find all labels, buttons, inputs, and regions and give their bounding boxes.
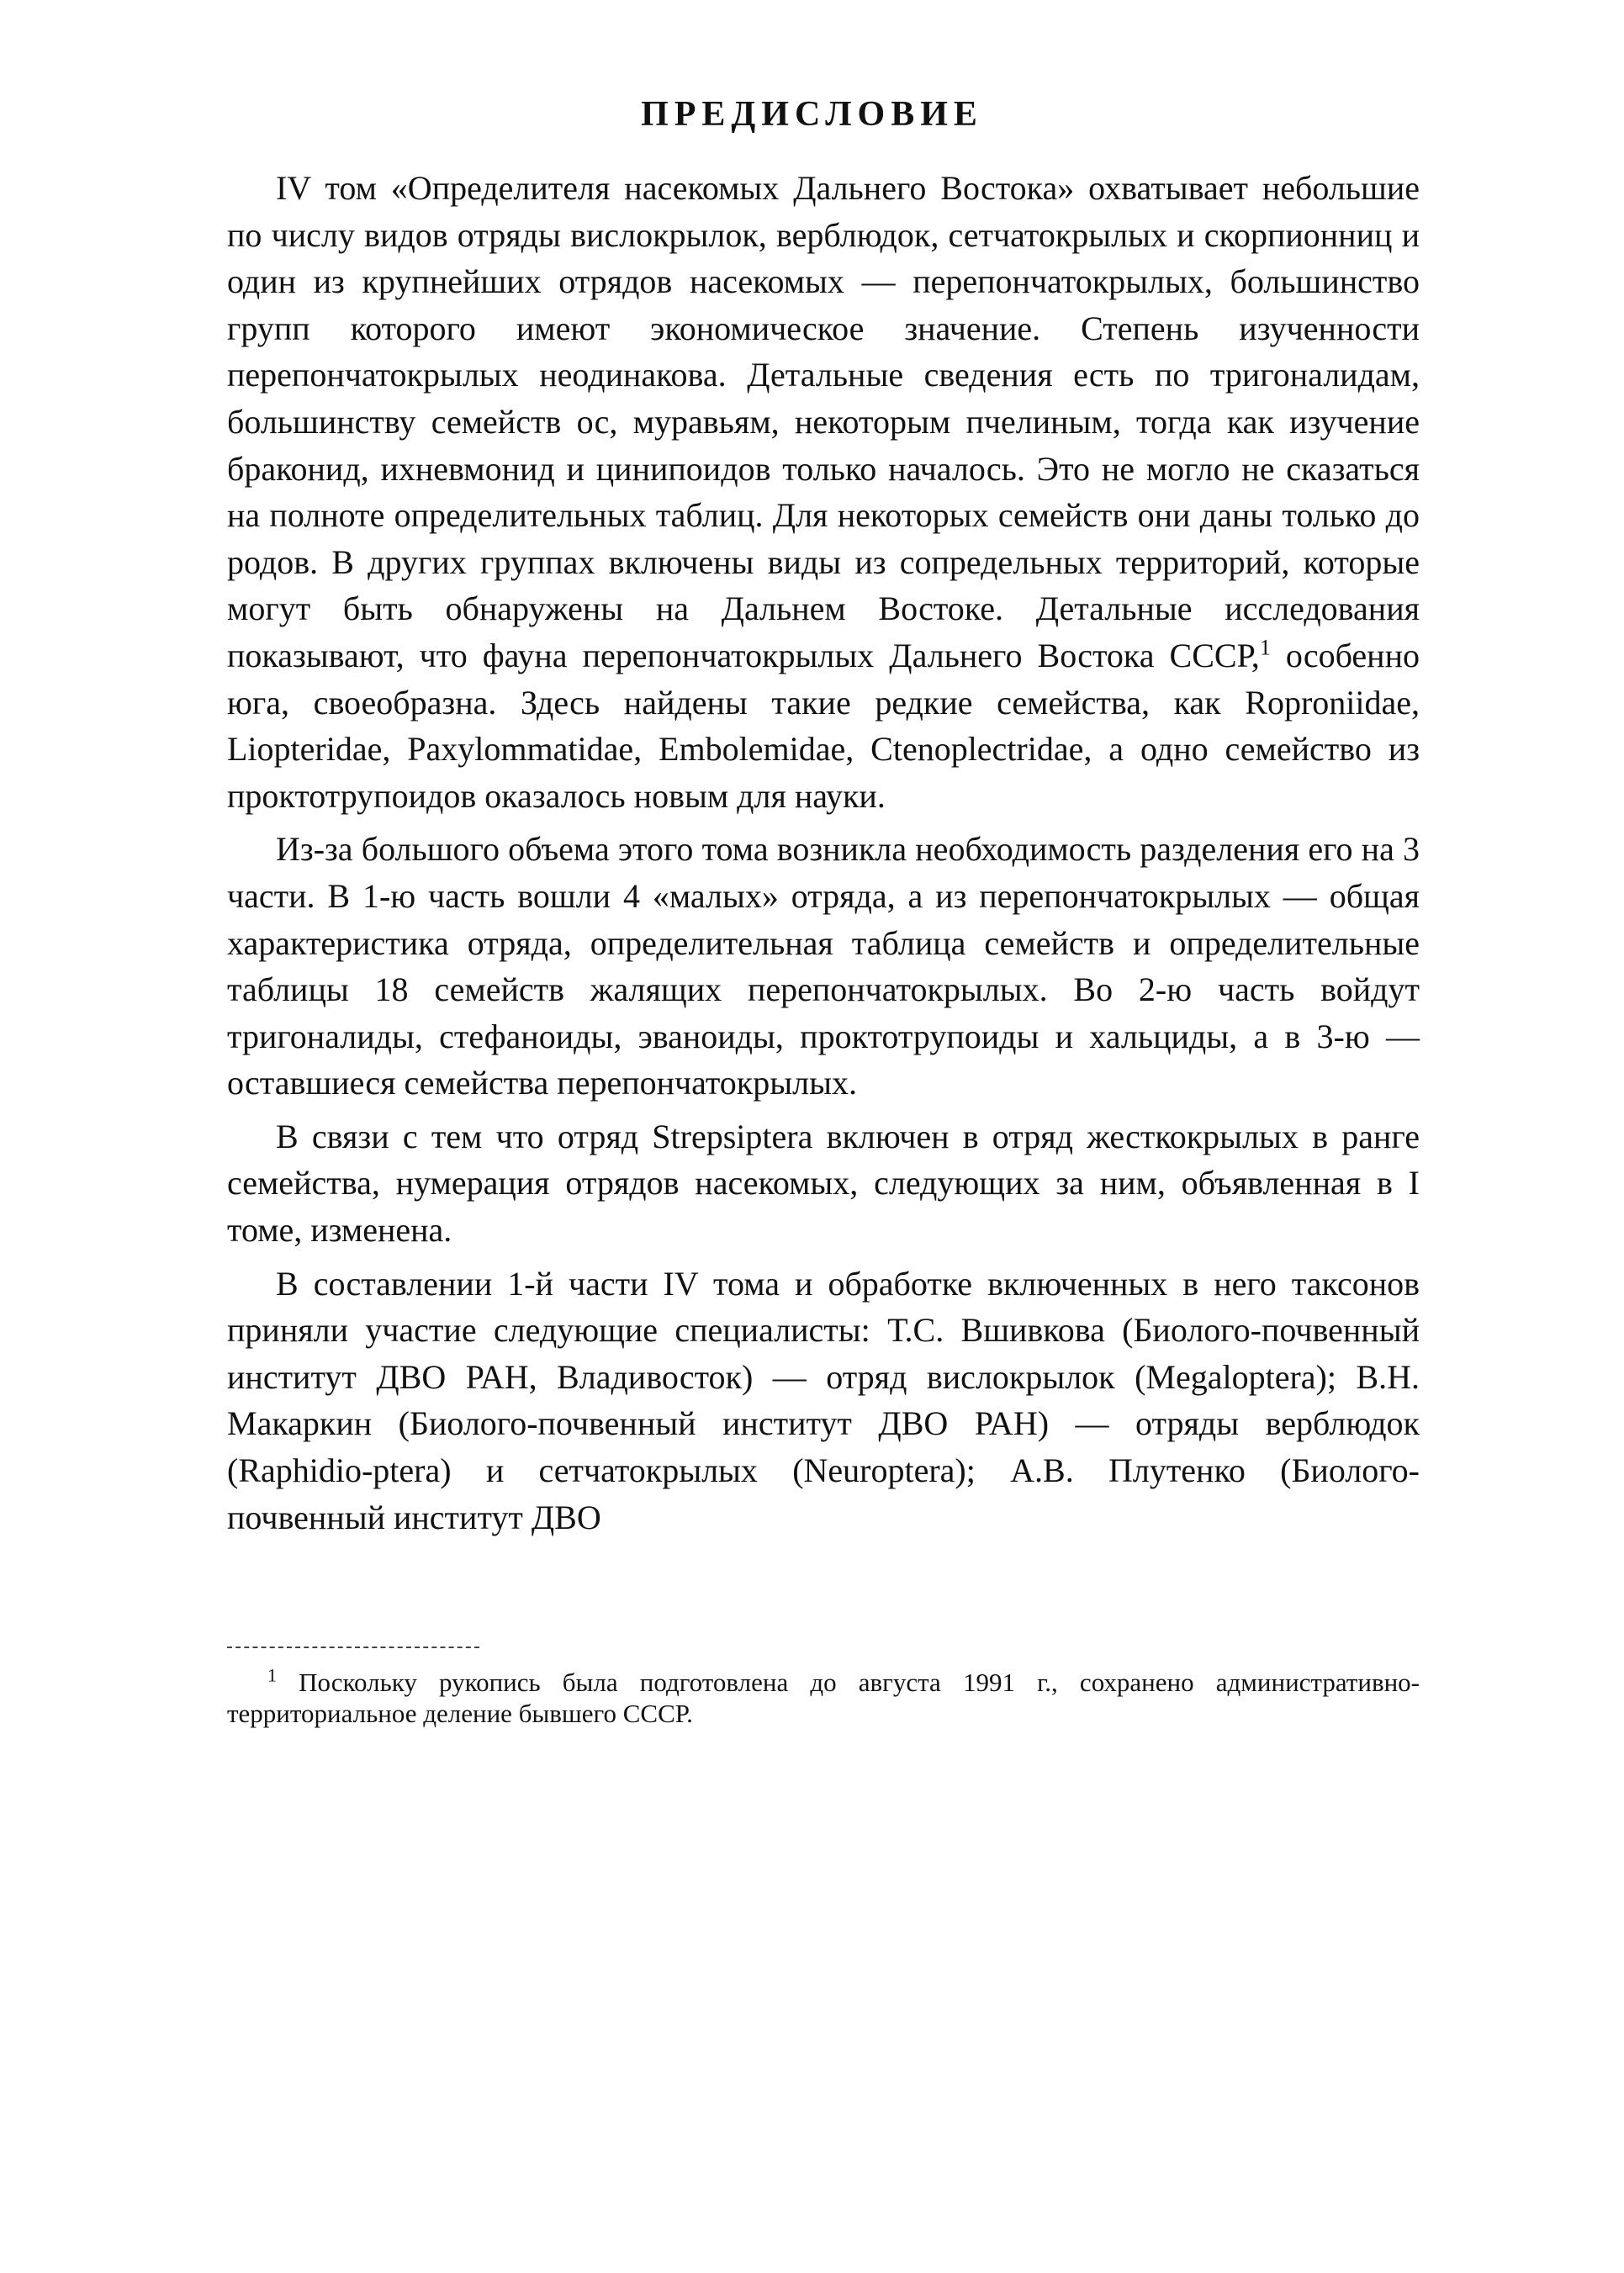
paragraph-text: особенно юга, своеобразна. Здесь найдены такие редкие семейства, как Roproniidae, Liopteridae, Paxylommatidae, Embolemidae, Ctenoplectridae, а одно семейство из проктотрупоидов оказалось новым для науки. [227,636,1420,815]
paragraph [227,165,1420,819]
paragraph: В связи с тем что отряд Strepsiptera включен в отряд жесткокрылых в ранге семейства, нумерация отрядов насекомых, следующих за ним, объявленная в I томе, изменена. [227,1117,1420,1250]
paragraph: В составлении 1-й части IV тома и обработке включенных в него таксонов приняли участие следующие специалисты: Т.С. Вшивкова (Биолого-почвенный институт ДВО РАН, Владивосток) — отряд вислокрылок (Megaloptera); В.Н. Макаркин (Биолого-почвенный институт ДВО РАН) — отряды верблюдок (Raphidio-ptera) и сетчатокрылых (Neuroptera); А.В. Плутенко (Биолого-почвенный институт ДВО [227,1264,1420,1536]
footnote-divider [227,1647,479,1648]
paragraph-text: IV том «Определителя насекомых Дальнего Востока» охватывает небольшие по числу видов отряды вислокрылок, верблюдок, сетчатокрылых и скорпионниц и один из крупнейших отрядов насекомых — перепончатокрылых, большинство групп которого имеют экономическое значение. Степень изученности перепончатокрылых неодинакова. Детальные сведения есть по тригоналидам, большинству семейств ос, муравьям, некоторым пчелиным, тогда как изучение браконид, ихневмонид и цинипоидов только началось. Это не могло не сказаться на полноте определительных таблиц. Для некоторых семейств они даны только до родов. В других группах включены виды из сопредельных территорий, которые могут быть обнаружены на Дальнем Востоке. Детальные исследования показывают, что фауна перепончатокрылых Дальнего Востока СССР, [227,169,1420,674]
main-text [227,165,1420,1547]
footnote [227,1664,1420,1729]
paragraph: Из-за большого объема этого тома возникла необходимость разделения его на 3 части. В 1-ю часть вошли 4 «малых» отряда, а из перепончатокрылых — общая характеристика отряда, определительная таблица семейств и определительные таблицы 18 семейств жалящих перепончатокрылых. Во 2-ю часть войдут тригоналиды, стефаноиды, эваноиды, проктотрупоиды и хальциды, а в 3-ю — оставшиеся семейства перепончатокрылых. [227,830,1420,1102]
footnote-marker: 1 [267,1664,277,1686]
page-title: ПРЕДИСЛОВИЕ [641,95,983,134]
footnote-reference: 1 [1259,635,1271,660]
footnote-text: Поскольку рукопись была подготовлена до августа 1991 г., сохранено административно-территориальное деление бывшего СССР. [227,1668,1420,1728]
